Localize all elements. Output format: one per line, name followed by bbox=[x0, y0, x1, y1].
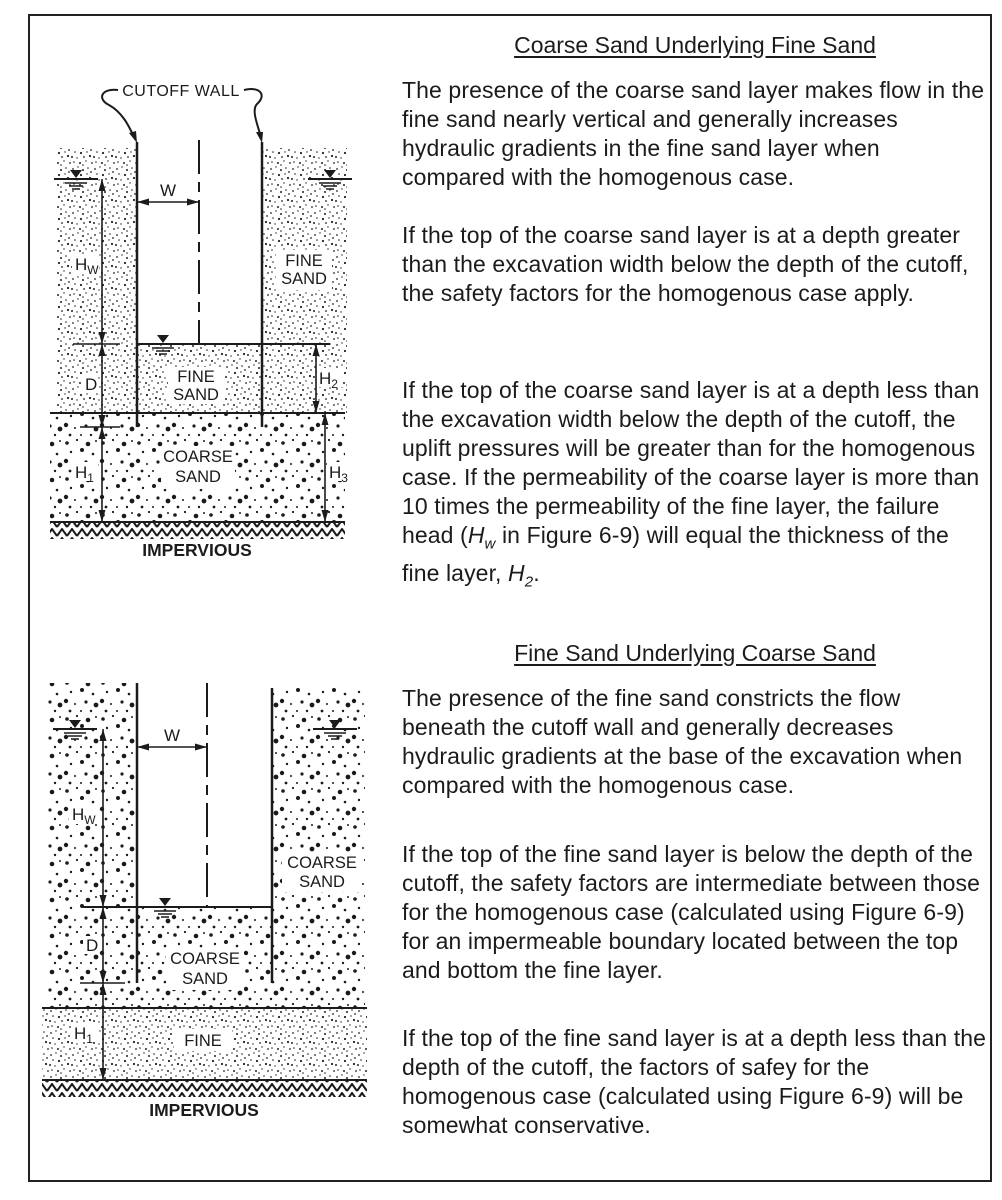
fine-sand-right-label bbox=[281, 252, 327, 288]
d-dim-label: D bbox=[85, 375, 98, 394]
section1-paragraph3 bbox=[402, 376, 988, 596]
w-dim-label: W bbox=[159, 181, 177, 200]
section2-paragraph2: If the top of the fine sand layer is below the depth of the cutoff, the safety factors are intermediate between those for the homogenous case (calculated using Figure 6-9) for an impermeable boundary located between the top and bottom the fine layer. bbox=[402, 841, 981, 983]
cutoff-wall-label: CUTOFF WALL bbox=[122, 83, 240, 100]
hw-subscript: w bbox=[484, 535, 496, 553]
impervious-hatch bbox=[50, 522, 345, 539]
paragraph-text: in Figure 6-9) will equal the thickness of the fine layer, bbox=[402, 522, 949, 586]
paragraph-text: If the top of the coarse sand layer is at a depth less than the excavation width below the depth of the cutoff, the uplift pressures will be greater than for the homogenous case. If the permeability of the coarse layer is more than 10 times the permeability of the fine layer, the failure head ( bbox=[402, 377, 980, 548]
w-dim-label: W bbox=[163, 726, 181, 745]
svg-text:COARSE: COARSE bbox=[163, 448, 233, 466]
h2-subscript: 2 bbox=[524, 573, 534, 591]
hw-dim-label: $H_W$ bbox=[75, 255, 99, 277]
svg-text:COARSE: COARSE bbox=[170, 950, 240, 968]
section2-title: Fine Sand Underlying Coarse Sand bbox=[514, 640, 876, 666]
svg-text:SAND: SAND bbox=[175, 468, 221, 486]
section1-paragraph1: The presence of the coarse sand layer makes flow in the fine sand nearly vertical and generally increases hydraulic gradients in the fine sand layer when compared with the homogenous case. bbox=[402, 77, 985, 190]
hw-symbol: H bbox=[467, 522, 485, 548]
svg-text:SAND: SAND bbox=[299, 873, 345, 891]
svg-text:SAND: SAND bbox=[173, 386, 219, 404]
section1-title: Coarse Sand Underlying Fine Sand bbox=[514, 32, 876, 58]
diagram-fine-under-coarse bbox=[27, 678, 402, 1148]
d-dim-label: D bbox=[86, 936, 99, 955]
h3-dim-label: $H_3$ bbox=[329, 463, 348, 485]
svg-text:SAND: SAND bbox=[281, 270, 327, 288]
impervious-label: IMPERVIOUS bbox=[149, 1100, 259, 1120]
h2-dim-label: $H_2$ bbox=[319, 369, 338, 391]
fine-sand-inner-label bbox=[173, 368, 219, 404]
impervious-hatch bbox=[42, 1080, 367, 1097]
diagram-coarse-under-fine bbox=[27, 78, 402, 560]
svg-text:FINE: FINE bbox=[285, 252, 323, 270]
fine-layer-label: FINE bbox=[184, 1032, 222, 1050]
hw-dim-label: $H_W$ bbox=[72, 805, 96, 827]
h2-symbol: H bbox=[508, 559, 525, 586]
svg-text:SAND: SAND bbox=[182, 970, 228, 988]
impervious-label: IMPERVIOUS bbox=[142, 540, 252, 560]
section2-paragraph1: The presence of the fine sand constricts the flow beneath the cutoff wall and generally decreases hydraulic gradients at the base of the excavation when compared with the homogenous case. bbox=[402, 685, 963, 798]
svg-text:FINE: FINE bbox=[177, 368, 215, 386]
svg-text:COARSE: COARSE bbox=[287, 854, 357, 872]
paragraph-text: . bbox=[533, 559, 540, 586]
section2-paragraph3: If the top of the fine sand layer is at a depth less than the depth of the cutoff, the factors of safey for the homogenous case (calculated using Figure 6-9) will be somewhat conservative. bbox=[402, 1025, 987, 1138]
h1-dim-label: $H_1$ bbox=[75, 463, 94, 485]
section1-paragraph2: If the top of the coarse sand layer is at a depth greater than the excavation width below the depth of the cutoff, the safety factors for the homogenous case apply. bbox=[402, 222, 969, 306]
h1-dim-label: $H_1$ bbox=[74, 1024, 93, 1046]
